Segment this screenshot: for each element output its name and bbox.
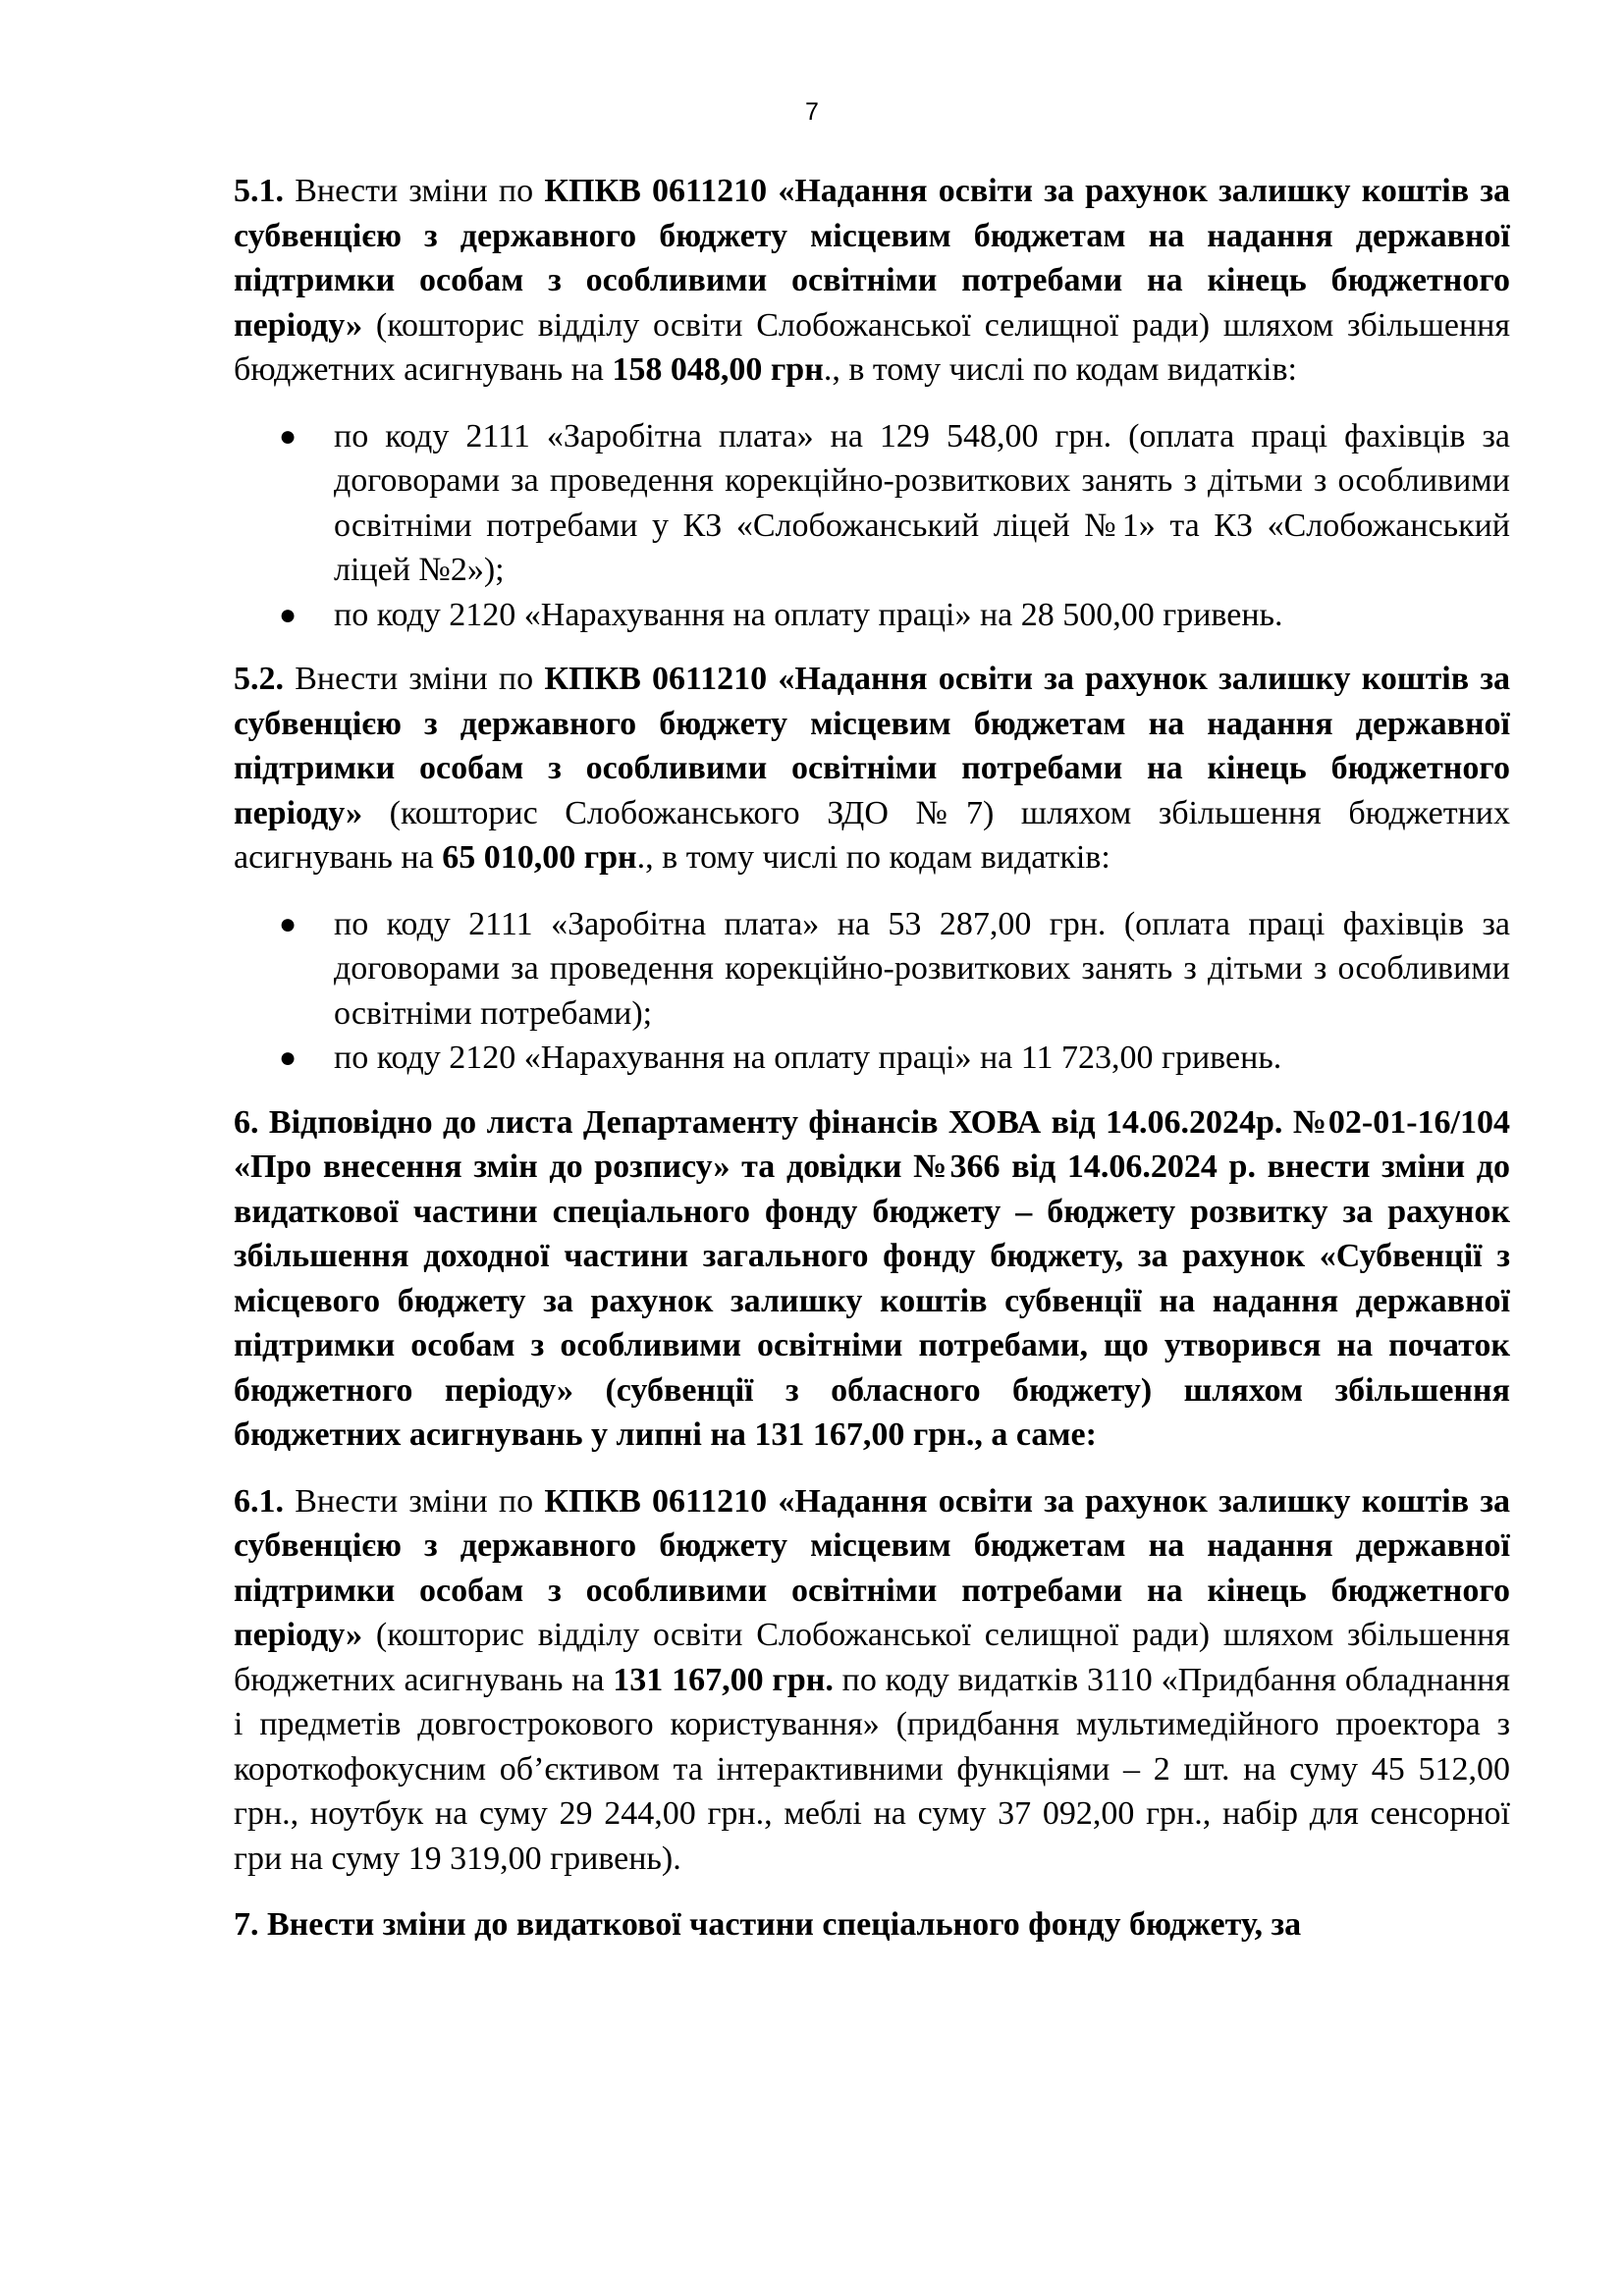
section-6-1-text-1: Внести зміни по — [284, 1482, 545, 1520]
list-item-text: по коду 2111 «Заробітна плата» на 129 548,00 грн. (оплата праці фахівців за договорами за проведення корекційно-розвиткових занять з дітьми з особливими освітніми потребами у КЗ «Слобожанський ліцей №1» та КЗ «Слобожанський ліцей №2»); — [334, 417, 1510, 588]
section-5-1-amount: 158 048,00 грн — [612, 351, 824, 388]
section-5-1-text-2: (кошторис відділу освіти Слобожанської селищної ради) шляхом збільшення бюджетних асигнувань на — [234, 306, 1510, 388]
bullet-icon: ● — [279, 1041, 298, 1074]
bullet-icon: ● — [279, 419, 298, 453]
section-5-2-bullet-list — [234, 902, 1510, 1081]
section-6-1-amount: 131 167,00 грн. — [613, 1661, 834, 1698]
section-6-1-kpkv: КПКВ 0611210 «Надання освіти за рахунок залишку коштів за субвенцією з державного бюджету місцевим бюджетам на надання державної підтримки особам з особливими освітніми потребами на кінець бюджетного періоду» — [234, 1482, 1510, 1653]
list-item-text: по коду 2111 «Заробітна плата» на 53 287,00 грн. (оплата праці фахівців за договорами за проведення корекційно-розвиткових занять з дітьми з особливими освітніми потребами); — [334, 905, 1510, 1032]
section-6-1-text-3: по коду видатків 3110 «Придбання обладнання і предметів довгострокового користування» (придбання мультимедійного проектора з короткофокусним об’єктивом та інтерактивними функціями – 2 шт. на суму 45 512,00 грн., ноутбук на суму 29 244,00 грн., меблі на суму 37 092,00 грн., набір для сенсорної гри на суму 19 319,00 гривень). — [234, 1661, 1510, 1877]
section-5-1-text-3: ., в тому числі по кодам видатків: — [823, 351, 1297, 388]
list-item-text: по коду 2120 «Нарахування на оплату праці» на 28 500,00 гривень. — [334, 596, 1283, 633]
section-5-2-text-1: Внести зміни по — [284, 661, 545, 697]
section-5-1-text-1: Внести зміни по — [284, 173, 545, 209]
section-5-2-amount: 65 010,00 грн — [442, 839, 637, 876]
section-6-1-number: 6.1. — [234, 1482, 284, 1520]
section-5-2-paragraph — [234, 657, 1510, 881]
document-body — [234, 169, 1510, 1969]
section-6-paragraph — [234, 1100, 1510, 1458]
section-7-text: 7. Внести зміни до видаткової частини спеціального фонду бюджету, за — [234, 1906, 1302, 1943]
list-item — [279, 902, 1510, 1037]
section-5-1-kpkv: КПКВ 0611210 «Надання освіти за рахунок залишку коштів за субвенцією з державного бюджету місцевим бюджетам на надання державної підтримки особам з особливими освітніми потребами на кінець бюджетного періоду» — [234, 173, 1510, 344]
list-item-text: по коду 2120 «Нарахування на оплату праці» на 11 723,00 гривень. — [334, 1040, 1282, 1076]
section-5-2-text-3: ., в тому числі по кодам видатків: — [636, 839, 1110, 876]
section-6-1-text-2: (кошторис відділу освіти Слобожанської селищної ради) шляхом збільшення бюджетних асигнувань на — [234, 1617, 1510, 1698]
section-5-1-number: 5.1. — [234, 173, 284, 209]
section-5-2-kpkv: КПКВ 0611210 «Надання освіти за рахунок залишку коштів за субвенцією з державного бюджету місцевим бюджетам на надання державної підтримки особам з особливими освітніми потребами на кінець бюджетного періоду» — [234, 661, 1510, 831]
section-5-2-number: 5.2. — [234, 661, 284, 697]
section-5-2-text-2: (кошторис Слобожанського ЗДО №7) шляхом збільшення бюджетних асигнувань на — [234, 794, 1510, 876]
page-number: 7 — [805, 98, 819, 126]
section-5-1-bullet-list — [234, 414, 1510, 638]
list-item — [279, 414, 1510, 593]
section-6-1-paragraph — [234, 1479, 1510, 1882]
section-5-1-paragraph — [234, 169, 1510, 393]
bullet-icon: ● — [279, 907, 298, 940]
section-6-text: 6. Відповідно до листа Департаменту фінансів ХОВА від 14.06.2024р. №02-01-16/104 «Про внесення змін до розпису» та довідки №366 від 14.06.2024 р. внести зміни до видаткової частини спеціального фонду бюджету – бюджету розвитку за рахунок збільшення доходної частини загального фонду бюджету, за рахунок «Субвенції з місцевого бюджету за рахунок залишку коштів субвенції на надання державної підтримки особам з особливими освітніми потребами, що утворився на початок бюджетного періоду» (субвенції з обласного бюджету) шляхом збільшення бюджетних асигнувань у липні на 131 167,00 грн., а саме: — [234, 1103, 1510, 1453]
bullet-icon: ● — [279, 598, 298, 631]
section-7-paragraph — [234, 1902, 1510, 1948]
list-item — [279, 1036, 1510, 1081]
list-item — [279, 593, 1510, 638]
